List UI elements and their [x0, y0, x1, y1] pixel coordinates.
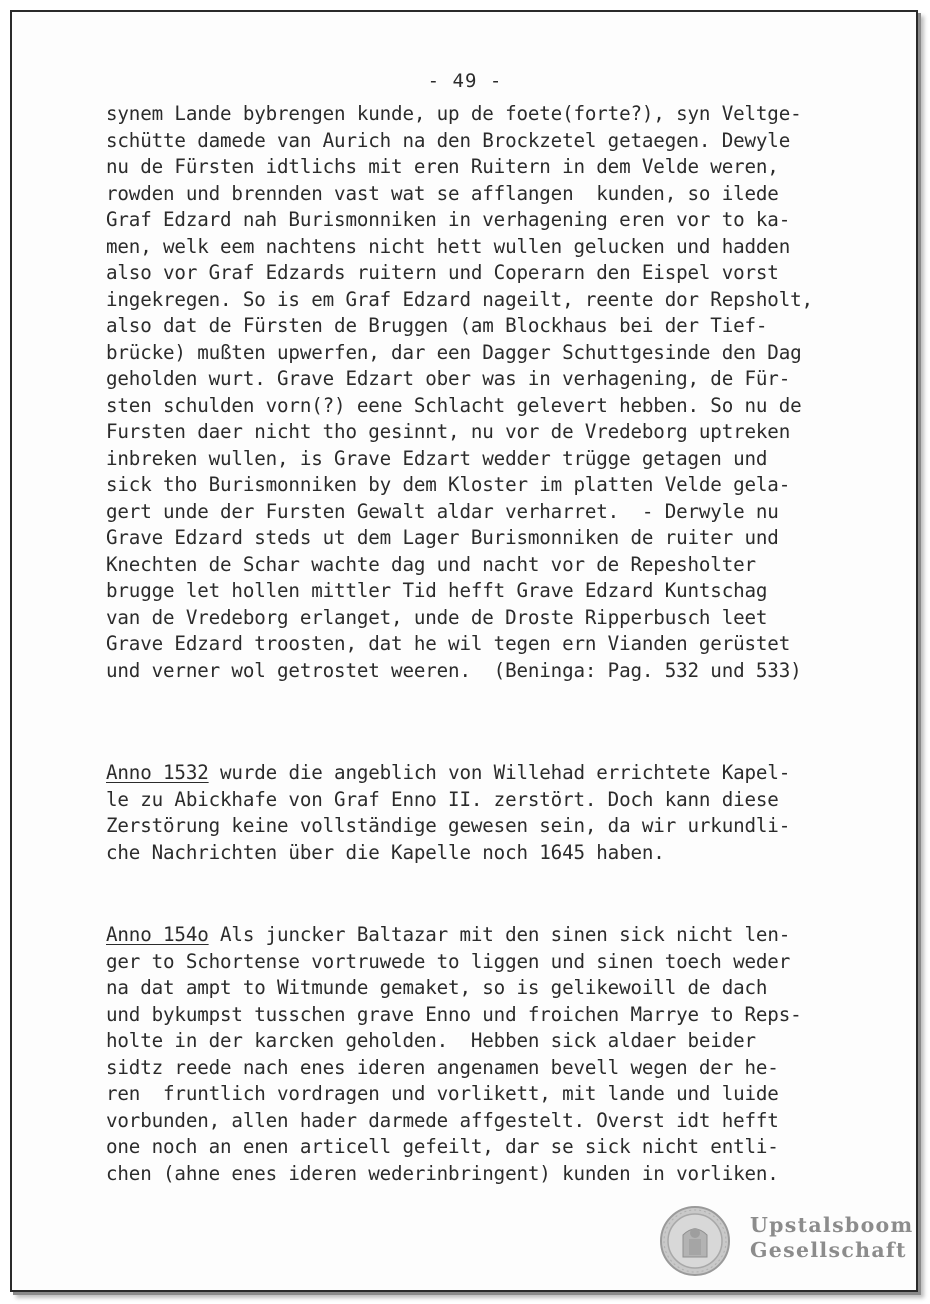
year-heading: Anno 1532 [106, 761, 209, 784]
watermark-line2: Gesellschaft [750, 1238, 907, 1262]
text-line: gert unde der Fursten Gewalt aldar verharret. - Derwyle nu [106, 499, 779, 523]
text-line: also vor Graf Edzards ruitern und Coperarn den Eispel vorst [106, 261, 779, 284]
text-line: Knechten de Schar wachte dag und nacht vor de Repesholter [106, 552, 756, 576]
text-line: van de Vredeborg erlanget, unde de Droste Ripperbusch leet [106, 605, 768, 629]
text-line: holte in der karcken geholden. Hebben sick aldaer beider [106, 1029, 756, 1052]
watermark-logo [750, 1213, 914, 1263]
text-line: ger to Schortense vortruwede to liggen und sinen toech weder [106, 949, 791, 973]
text-line: one noch an enen articell gefeilt, dar se sick nicht entli- [106, 1135, 779, 1158]
text-line: brücke) mußten upwerfen, dar een Dagger Schuttgesinde den Dag [106, 340, 802, 364]
text-line: sick tho Burismonniken by dem Kloster im platten Velde gela- [106, 473, 791, 496]
text-line: also dat de Fürsten de Bruggen (am Blockhaus bei der Tief- [106, 314, 768, 337]
text-line: sten schulden vorn(?) eene Schlacht gelevert hebben. So nu de [106, 393, 802, 417]
text-line: synem Lande bybrengen kunde, up de foete(forte?), syn Veltge- [106, 102, 802, 125]
text-line: schütte damede van Aurich na den Brockzetel getaegen. Dewyle [106, 128, 791, 152]
text-line: Graf Edzard nah Burismonniken in verhagening eren vor to ka- [106, 208, 791, 231]
page-number: - 49 - [427, 70, 503, 92]
text-line: geholden wurt. Grave Edzart ober was in verhagening, de Für- [106, 367, 791, 390]
text-line: brugge let hollen mittler Tid hefft Grave Edzard Kuntschag [106, 579, 768, 602]
text-line: vorbunden, allen hader darmede affgestelt. Overst idt hefft [106, 1108, 779, 1132]
text-line: na dat ampt to Witmunde gemaket, so is gelikewoill de dach [106, 976, 768, 999]
text-line: sidtz reede nach enes ideren angenamen bevell wegen der he- [106, 1055, 779, 1079]
line-text: Als juncker Baltazar mit den sinen sick nicht len- [208, 923, 791, 946]
text-line: rowden und brennden vast wat se afflangen kunden, so ilede [106, 181, 779, 205]
text-line: und verner wol getrostet weeren. (Beninga: Pag. 532 und 533) [106, 658, 802, 682]
text-line: inbreken wullen, is Grave Edzart wedder trügge getagen und [106, 446, 768, 470]
text-line: men, welk eem nachtens nicht hett wullen gelucken und hadden [106, 234, 791, 258]
text-line: Fursten daer nicht tho gesinnt, nu vor de Vredeborg uptreken [106, 420, 791, 443]
text-line: chen (ahne enes ideren wederinbringent) kunden in vorliken. [106, 1161, 779, 1185]
text-line: Grave Edzard steds ut dem Lager Burismonniken de ruiter und [106, 526, 779, 549]
watermark-line1: Upstalsboom [750, 1213, 914, 1237]
text-line: che Nachrichten über die Kapelle noch 1645 haben. [106, 840, 665, 864]
paragraph-anno-1532 [106, 760, 806, 866]
line-text: wurde die angeblich von Willehad errichtete Kapel- [208, 761, 791, 784]
paragraph-first-line [106, 760, 806, 787]
text-line: nu de Fürsten idtlichs mit eren Ruitern in dem Velde weren, [106, 155, 779, 178]
text-line: ren fruntlich vordragen und vorlikett, mit lande und luide [106, 1082, 779, 1105]
text-line: Zerstörung keine vollständige gewesen sein, da wir urkundli- [106, 814, 791, 837]
text-line: und bykumpst tusschen grave Enno und froichen Marrye to Reps- [106, 1002, 802, 1026]
text-line: Grave Edzard troosten, dat he wil tegen ern Vianden gerüstet [106, 632, 791, 655]
paragraph-anno-1540 [106, 922, 806, 1187]
paragraph-beninga-quote [106, 101, 813, 684]
text-line: le zu Abickhafe von Graf Enno II. zerstört. Doch kann diese [106, 787, 779, 811]
year-heading: Anno 154o [106, 923, 209, 946]
text-line: ingekregen. So is em Graf Edzard nageilt, reente dor Repsholt, [106, 287, 813, 311]
society-seal-icon [659, 1205, 731, 1277]
paragraph-first-line [106, 922, 806, 949]
